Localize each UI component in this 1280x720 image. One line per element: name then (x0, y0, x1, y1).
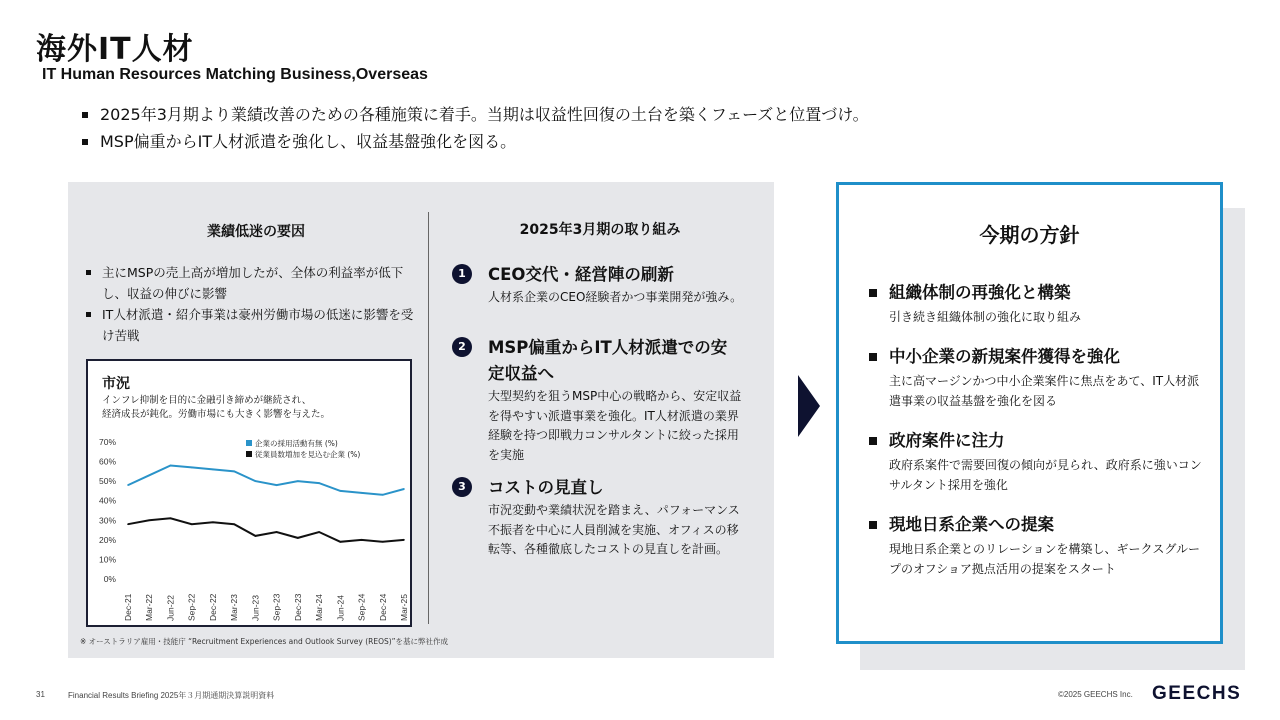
page-number: 31 (36, 690, 45, 699)
y-tick-label: 30% (98, 515, 116, 526)
policy-item-title: 政府案件に注力 (869, 429, 1209, 453)
market-title: 市況 (102, 376, 130, 392)
y-tick-label: 70% (98, 437, 116, 447)
policy-item-title: 中小企業の新規案件獲得を強化 (869, 345, 1209, 369)
summary-bullet: 2025年3月期より業績改善のための各種施策に着手。当期は収益性回復の土台を築くフェーズと位置づけ。 (82, 101, 869, 128)
policy-item-body: 引き続き組織体制の強化に取り組み (889, 310, 1082, 324)
step-title: コストの見直し (488, 478, 604, 497)
data-point (191, 467, 193, 469)
series-line (128, 518, 404, 542)
policy-item-body: 政府系案件で需要回復の傾向が見られ、政府系に強いコンサルタント採用を強化 (889, 458, 1202, 492)
x-tick-label: Dec-23 (292, 593, 303, 621)
copyright: ©2025 GEECHS Inc. (1058, 690, 1133, 699)
step-body: 市況変動や業績状況を踏まえ、パフォーマンス不振者を中心に人員削減を実施、オフィスの移転等、各種徹底したコストの見直しを計画。 (488, 503, 740, 556)
x-tick-label: Dec-24 (377, 593, 388, 621)
series-line (128, 466, 404, 495)
data-point (127, 523, 129, 525)
data-point (318, 482, 320, 484)
data-point (382, 541, 384, 543)
x-tick-label: Sep-22 (186, 593, 197, 621)
x-tick-label: Mar-24 (314, 594, 325, 621)
data-point (170, 465, 172, 467)
data-point (382, 494, 384, 496)
data-point (170, 518, 172, 520)
data-point (340, 490, 342, 492)
policy-item-title: 現地日系企業への提案 (869, 513, 1209, 537)
y-tick-label: 50% (98, 476, 116, 487)
policy-heading: 今期の方針 (979, 223, 1080, 247)
data-point (361, 492, 363, 494)
data-point (233, 523, 235, 525)
policy-item-body: 主に高マージンかつ中小企業案件に焦点をあて、IT人材派遣事業の収益基盤を強化を図る (889, 374, 1200, 408)
data-point (361, 539, 363, 541)
x-tick-label: Jun-23 (250, 595, 261, 621)
data-point (276, 484, 278, 486)
policy-item (869, 429, 1209, 495)
policy-item (869, 281, 1209, 327)
legend-label: 従業員数増加を見込む企業 (%) (255, 450, 361, 459)
data-point (212, 469, 214, 471)
data-point (148, 519, 150, 521)
data-point (233, 471, 235, 473)
step-body: 大型契約を狙うMSP中心の戦略から、安定収益を得やすい派遣事業を強化。IT人材派遣の業界経験を持つ即戦力コンサルタントに絞った採用を実施 (488, 389, 742, 462)
y-tick-label: 10% (98, 554, 116, 565)
market-chart-card (86, 359, 412, 627)
market-description-line: インフレ抑制を目的に金融引き締めが継続され、 (102, 395, 312, 406)
causes-heading: 業績低迷の要因 (207, 224, 305, 240)
x-tick-label: Mar-22 (144, 594, 155, 621)
step-number-badge: 1 (452, 264, 472, 284)
y-tick-label: 60% (98, 456, 116, 467)
x-tick-label: Jun-22 (165, 595, 176, 621)
policy-item (869, 513, 1209, 579)
data-point (255, 480, 257, 482)
summary-bullets (82, 101, 869, 155)
data-point (297, 480, 299, 482)
chart-footnote: ※ オーストラリア雇用・技能庁 “Recruitment Experiences and Outlook Survey (REOS)”を基に弊社作成 (80, 637, 449, 646)
arrow-right-icon (798, 375, 820, 437)
policy-item-body: 現地日系企業とのリレーションを構築し、ギークスグループのオフショア拠点活用の提案をスタート (889, 542, 1201, 576)
legend-swatch (246, 451, 252, 457)
line-chart (88, 361, 410, 625)
page-subtitle: IT Human Resources Matching Business,Overseas (42, 66, 428, 83)
initiatives-heading: 2025年3月期の取り組み (519, 222, 681, 238)
x-tick-label: Sep-23 (271, 593, 282, 621)
legend-swatch (246, 440, 252, 446)
x-tick-label: Jun-24 (335, 595, 346, 621)
cause-item: 主にMSPの売上高が増加したが、全体の利益率が低下し、収益の伸びに影響 (86, 262, 416, 304)
step-title: CEO交代・経営陣の刷新 (488, 265, 674, 284)
data-point (255, 535, 257, 537)
x-tick-label: Dec-21 (123, 593, 133, 621)
x-tick-label: Mar-23 (229, 594, 240, 621)
y-tick-label: 40% (98, 495, 116, 506)
data-point (403, 539, 405, 541)
data-point (191, 523, 193, 525)
step-number-badge: 3 (452, 477, 472, 497)
data-point (297, 537, 299, 539)
page-title: 海外IT人材 (36, 32, 194, 67)
policy-item (869, 345, 1209, 411)
policy-panel (836, 182, 1223, 644)
data-point (212, 521, 214, 523)
causes-list (86, 262, 416, 346)
data-point (127, 484, 129, 486)
x-tick-label: Sep-24 (356, 593, 367, 621)
panel-divider (428, 212, 429, 624)
step-number-badge: 2 (452, 337, 472, 357)
x-tick-label: Mar-25 (399, 594, 409, 621)
data-point (318, 531, 320, 533)
data-point (148, 474, 150, 476)
initiative-step-3 (452, 475, 752, 560)
x-tick-label: Dec-22 (207, 593, 218, 621)
market-description-line: 経済成長が鈍化。労働市場にも大きく影響を与えた。 (102, 409, 331, 420)
summary-bullet: MSP偏重からIT人材派遣を強化し、収益基盤強化を図る。 (82, 128, 869, 155)
legend-label: 企業の採用活動有無 (%) (255, 439, 338, 448)
cause-item: IT人材派遣・紹介事業は豪州労働市場の低迷に影響を受け苦戦 (86, 304, 416, 346)
policy-item-title: 組織体制の再強化と構築 (869, 281, 1209, 305)
company-logo: GEECHS (1152, 683, 1242, 704)
footer-text: Financial Results Briefing 2025年３月期通期決算説明資料 (68, 691, 275, 700)
y-tick-label: 0% (103, 574, 116, 584)
initiative-step-2 (452, 335, 752, 465)
data-point (340, 541, 342, 543)
y-tick-label: 20% (98, 534, 116, 545)
data-point (276, 531, 278, 533)
step-body: 人材系企業のCEO経験者かつ事業開発が強み。 (488, 290, 743, 304)
step-title: MSP偏重からIT人材派遣での安定収益へ (488, 338, 728, 383)
initiative-step-1 (452, 262, 752, 308)
data-point (403, 488, 405, 490)
